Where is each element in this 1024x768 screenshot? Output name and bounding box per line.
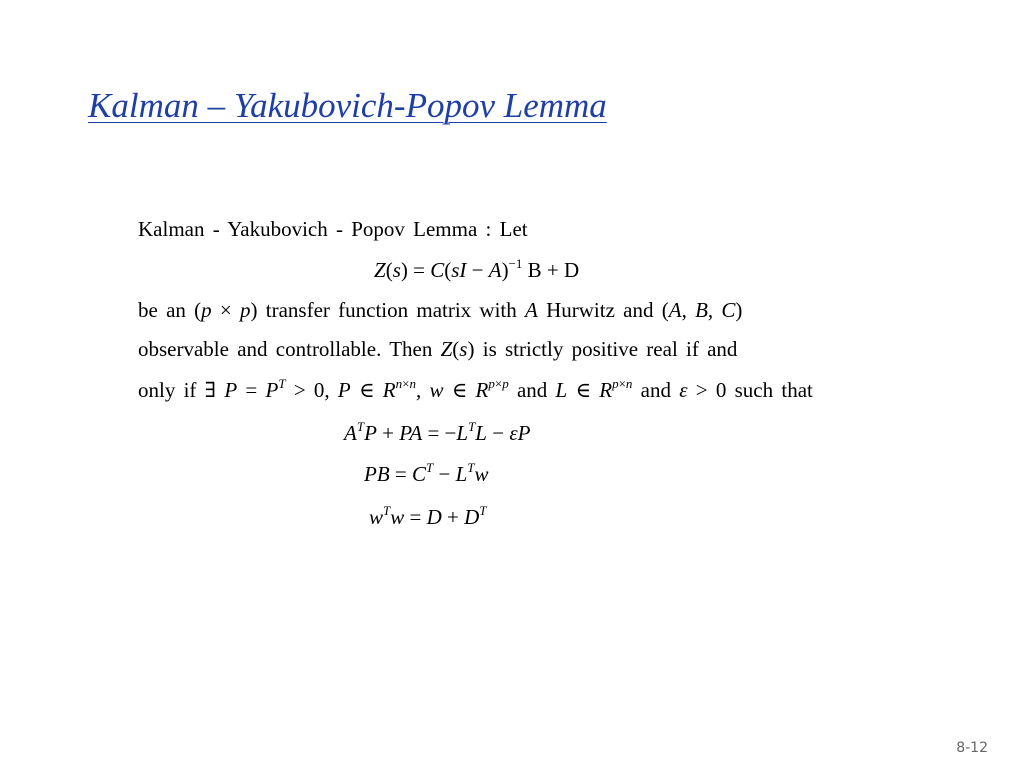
page-number: 8-12 bbox=[956, 740, 988, 756]
lemma-intro: Kalman - Yakubovich - Popov Lemma : Let bbox=[138, 217, 528, 241]
text-only-if: only if bbox=[138, 378, 205, 402]
text-be-an: be an bbox=[138, 298, 195, 322]
lemma-line-2: observable and controllable. Then Z(s) is strictly positive real if and bbox=[138, 337, 738, 361]
text-transfer: transfer function matrix with bbox=[257, 298, 526, 322]
text-spr: is strictly positive real if and bbox=[474, 337, 738, 361]
lemma-line-1: be an (p × p) transfer function matrix with A Hurwitz and (A, B, C) bbox=[138, 298, 743, 322]
text-such-that: such that bbox=[726, 378, 813, 402]
text-and-1: and bbox=[508, 378, 556, 402]
text-hurwitz: Hurwitz and bbox=[537, 298, 662, 322]
lemma-line-3: only if ∃ $P = P^T > 0$, P ∈ $R^{n\times n}$, w ∈ $R^{p\times p}$ and L ∈ $R^{p\times n}$ and ε > 0 such that bbox=[138, 376, 813, 402]
kyp-equation-3: $w^Tw = D + D^T$ bbox=[369, 503, 487, 529]
text-observable: observable and controllable. Then bbox=[138, 337, 441, 361]
transfer-function-equation: Z(s) = C(sI − A)$^{-1}$ B + D bbox=[374, 256, 580, 282]
text-and-2: and bbox=[632, 378, 680, 402]
kyp-equation-2: PB = $C^T - L^Tw$ bbox=[364, 460, 489, 486]
kyp-equation-1: $A^TP$ + PA = $-L^TL - \varepsilon P$ bbox=[344, 419, 531, 445]
slide-title: Kalman – Yakubovich-Popov Lemma bbox=[88, 86, 607, 125]
